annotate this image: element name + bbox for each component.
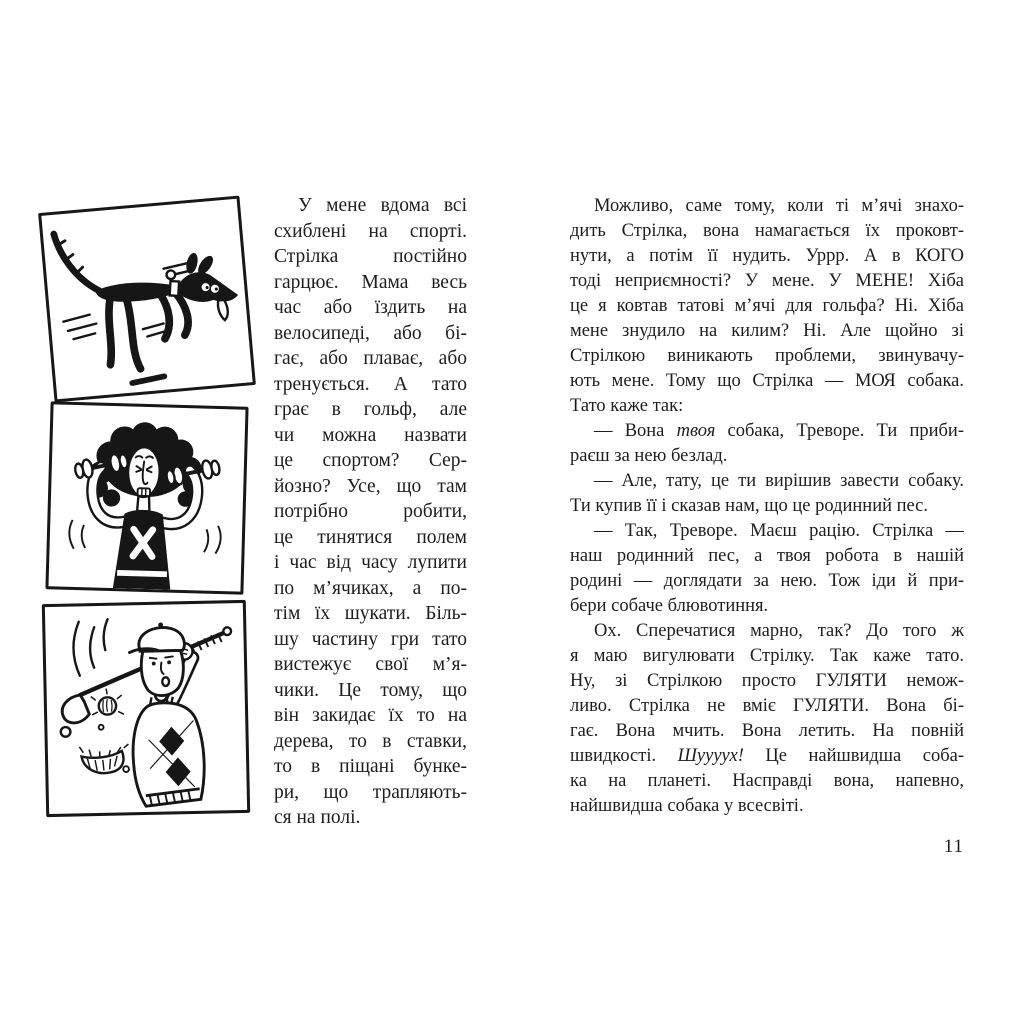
text-line: схиблені на спорті.	[274, 220, 467, 242]
text-line: Стрілка постійно	[274, 246, 467, 267]
text-line: мене знудило на килим? Ні. Але щойно зі	[570, 321, 964, 341]
text-line: я маю вигулювати Стрілку. Так каже тато.	[570, 646, 964, 666]
text-line: грає в гольф, але	[274, 399, 467, 420]
woman-lifting-dumbbells-illustration	[45, 401, 248, 594]
text-line: йозно? Усе, що там	[274, 475, 467, 497]
text-line: чи можна назвати	[274, 424, 467, 446]
text-line: швидкості. Шуууух! Це найшвидша соба-	[570, 746, 964, 766]
text-line: тім їх шукати. Біль-	[274, 603, 467, 624]
text-line: чики. Це тому, що	[274, 679, 467, 701]
text-line: ка на планеті. Насправді вона, напевно,	[570, 771, 964, 791]
left-page-text-column	[274, 193, 467, 831]
text-line: дерева, то в ставки,	[274, 730, 467, 752]
text-line: тренується. А тато	[274, 373, 467, 395]
text-line: гає, або плаває, або	[274, 348, 467, 369]
text-line: Тато каже так:	[570, 396, 684, 416]
text-line: гає. Вона мчить. Вона летить. На повній	[570, 721, 964, 741]
text-line: ливо. Стрілка не вміє ГУЛЯТИ. Вона бі-	[570, 696, 964, 716]
golf-ball-icon	[91, 688, 124, 715]
text-line: Можливо, саме тому, коли ті м’ячі знахо-	[594, 196, 964, 216]
golfer-swinging-club-illustration	[42, 600, 250, 817]
text-line: У мене вдома всі	[298, 195, 467, 216]
text-line: це я ковтав татові м’ячі для гольфа? Ні. Хіба	[570, 296, 964, 316]
text-line: дить Стрілка, вона намагається їх проковт-	[570, 221, 964, 241]
text-line: наш родинний пес, а твоя робота в нашій	[570, 546, 964, 566]
text-line: нути, а потім її нудить. Уррр. А в КОГО	[570, 246, 964, 266]
text-line: — Вона твоя собака, Треворе. Ти приби-	[594, 421, 964, 441]
golfer-icon	[45, 603, 247, 814]
text-line: — Але, тату, це ти вирішив завести собаку.	[594, 471, 964, 491]
text-line: Стрілкою виникають проблеми, звинувачу-	[570, 346, 964, 366]
text-line: це спортом? Сер-	[274, 450, 467, 471]
text-line: Ох. Сперечатися марно, так? До того ж	[594, 621, 964, 641]
woman-dumbbells-icon	[48, 404, 245, 591]
text-line: тоді неприємності? У мене. У МЕНЕ! Хіба	[570, 271, 964, 291]
text-line: бери собаче блювотиння.	[570, 596, 769, 616]
text-line: Ти купив її і сказав нам, що це родинний пес.	[570, 496, 929, 516]
text-line: раєш за нею безлад.	[570, 446, 728, 466]
text-line: родині — доглядати за нею. Тож іди й при-	[570, 571, 964, 591]
text-line: і час від часу лупити	[274, 552, 467, 573]
text-line: по м’ячиках, а по-	[274, 577, 467, 599]
text-line: ють мене. Тому що Стрілка — МОЯ собака.	[570, 371, 964, 391]
text-line: велосипеді, або бі-	[274, 322, 467, 344]
running-dog-illustration	[38, 196, 256, 403]
text-line: Ну, зі Стрілкою просто ГУЛЯТИ немож-	[570, 671, 964, 691]
text-line: шу частину гри тато	[274, 628, 467, 650]
text-line: це тинятися полем	[274, 526, 467, 548]
text-line: ри, що трапляють-	[274, 781, 467, 803]
right-page-text-column	[570, 194, 964, 819]
text-line: потрібно робити,	[274, 501, 467, 522]
text-line: найшвидша собака у всесвіті.	[570, 796, 804, 816]
text-line: час або їздить на	[274, 297, 467, 318]
text-line: гарцює. Мама весь	[274, 271, 467, 293]
sand-bunker-icon	[79, 744, 129, 774]
text-line: то в піщані бунке-	[274, 756, 467, 777]
page-number: 11	[943, 836, 964, 857]
text-line: він закидає їх то на	[274, 705, 467, 726]
text-line: вистежує свої м’я-	[274, 654, 467, 675]
text-line: ся на полі.	[274, 807, 361, 828]
text-line: — Так, Треворе. Маєш рацію. Стрілка —	[594, 521, 964, 541]
running-dog-icon	[41, 199, 252, 399]
